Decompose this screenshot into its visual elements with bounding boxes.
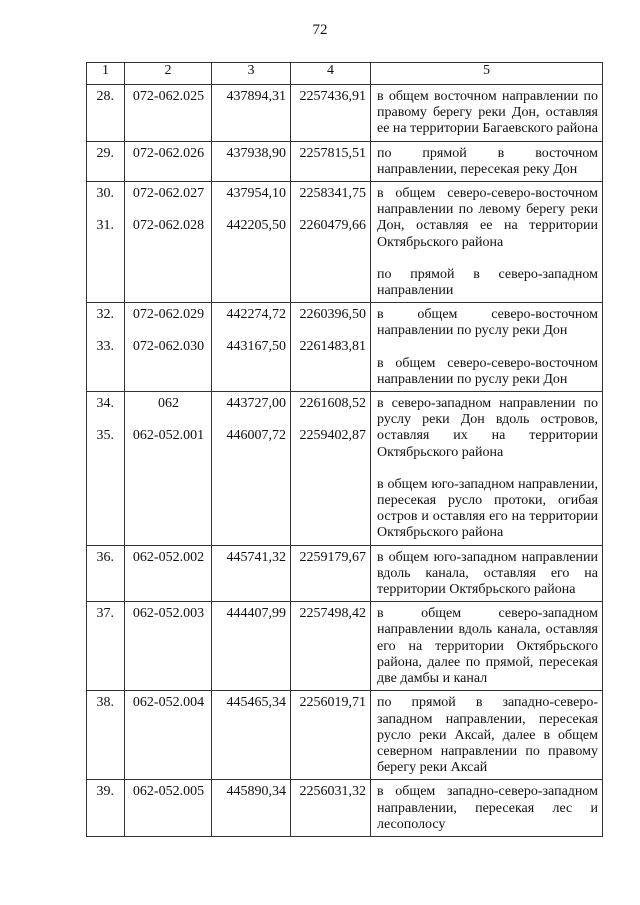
table-row: [87, 141, 603, 181]
coordinate-y: 2256019,71: [299, 695, 366, 711]
coordinate-x: 443167,50: [226, 339, 286, 355]
point-code: 062-052.005: [132, 784, 205, 800]
point-number-cell: [87, 303, 125, 392]
coordinate-x: 437938,90: [226, 145, 286, 161]
table-header-row: [87, 63, 603, 85]
boundary-description-cell: [371, 780, 603, 837]
boundary-description-cell: [371, 545, 603, 602]
point-code-cell: [125, 85, 212, 142]
boundary-description: в общем западно-северо-западном направлении, пересекая лес и лесополосу: [377, 784, 598, 832]
coordinate-x: 442205,50: [226, 218, 286, 234]
coordinate-y: 2257815,51: [299, 145, 366, 161]
boundary-description-cell: [371, 182, 603, 303]
point-code: 062-052.004: [132, 695, 205, 711]
coordinate-y: 2259179,67: [299, 549, 366, 565]
point-number: 30.: [96, 186, 114, 202]
table-row: [87, 602, 603, 691]
point-number: 28.: [96, 89, 114, 104]
boundary-description: по прямой в северо-западном направлении: [377, 266, 598, 299]
point-number: 38.: [96, 695, 114, 711]
page-number: 72: [312, 22, 328, 38]
point-number-cell: [87, 602, 125, 691]
point-code: 062-052.002: [132, 549, 205, 565]
point-number-cell: [87, 182, 125, 303]
coordinate-x-cell: [212, 545, 291, 602]
coordinate-x: 442274,72: [226, 307, 286, 323]
coordinate-y-cell: [291, 182, 371, 303]
coordinate-x: 443727,00: [226, 396, 286, 412]
coordinate-x-cell: [212, 602, 291, 691]
header-cell: 5: [371, 63, 603, 85]
table-row: [87, 691, 603, 780]
coordinate-x: 445465,34: [226, 695, 286, 711]
coordinate-x: 446007,72: [226, 428, 286, 444]
coordinate-x-cell: [212, 691, 291, 780]
coordinate-y: 2260396,50: [299, 307, 366, 323]
table-row: [87, 182, 603, 303]
coordinate-y-cell: [291, 780, 371, 837]
point-number: 33.: [96, 339, 114, 355]
coordinate-y: 2260479,66: [299, 218, 366, 234]
point-number-cell: [87, 691, 125, 780]
point-code: 062: [158, 396, 179, 412]
point-code: 072-062.025: [132, 89, 205, 104]
coordinate-y-cell: [291, 545, 371, 602]
coordinate-y: 2261608,52: [299, 396, 366, 412]
boundary-description: в общем северо-восточном направлении по руслу реки Дон: [377, 307, 598, 339]
point-code: 062-052.003: [132, 606, 205, 622]
coordinate-x-cell: [212, 141, 291, 181]
boundary-description: по прямой в восточном направлении, пересекая реку Дон: [377, 145, 598, 177]
point-number-cell: [87, 780, 125, 837]
boundary-description: в общем северо-северо-восточном направлении по руслу реки Дон: [377, 355, 598, 387]
coordinate-y: 2261483,81: [299, 339, 366, 355]
coordinate-x: 444407,99: [226, 606, 286, 622]
coordinate-y-cell: [291, 691, 371, 780]
point-code-cell: [125, 303, 212, 392]
header-cell: 2: [125, 63, 212, 85]
point-number: 34.: [96, 396, 114, 412]
coordinate-x: 445890,34: [226, 784, 286, 800]
coordinate-y-cell: [291, 141, 371, 181]
coordinate-x-cell: [212, 303, 291, 392]
point-number-cell: [87, 141, 125, 181]
point-code-cell: [125, 691, 212, 780]
point-code-cell: [125, 141, 212, 181]
coordinate-y-cell: [291, 85, 371, 142]
header-cell: 1: [87, 63, 125, 85]
point-number: 35.: [96, 428, 114, 444]
boundary-description-cell: [371, 392, 603, 546]
point-number: 32.: [96, 307, 114, 323]
boundary-description: по прямой в западно-северо-западном направлении, пересекая русло реки Аксай, далее в общем северном направлении по правому берегу реки Аксай: [377, 695, 598, 776]
point-code: 072-062.029: [132, 307, 205, 323]
point-code: 072-062.026: [132, 145, 205, 161]
point-number-cell: [87, 392, 125, 546]
boundary-description: в общем северо-западном направлении вдоль канала, оставляя его на территории Октябрьского района, далее по прямой, пересекая две дамбы и канал: [377, 606, 598, 687]
boundary-description: в общем восточном направлении по правому берегу реки Дон, оставляя ее на территории Багаевского района: [377, 89, 598, 137]
boundary-description-cell: [371, 303, 603, 392]
point-code-cell: [125, 392, 212, 546]
coordinate-x: 437894,31: [226, 89, 286, 104]
coordinate-y: 2257498,42: [299, 606, 366, 622]
coordinate-y: 2259402,87: [299, 428, 366, 444]
coordinate-y: 2257436,91: [299, 89, 366, 104]
point-number: 37.: [96, 606, 114, 622]
boundary-description-cell: [371, 141, 603, 181]
table-row: [87, 392, 603, 546]
coordinate-y-cell: [291, 602, 371, 691]
point-number-cell: [87, 85, 125, 142]
coordinate-x-cell: [212, 392, 291, 546]
coordinate-x: 437954,10: [226, 186, 286, 202]
coordinate-y-cell: [291, 392, 371, 546]
table-row: [87, 545, 603, 602]
table-row: [87, 85, 603, 142]
boundary-points-table: [86, 62, 603, 837]
boundary-description: в северо-западном направлении по руслу реки Дон вдоль островов, оставляя их на территории Октябрьского района: [377, 396, 598, 460]
coordinate-x-cell: [212, 85, 291, 142]
point-number: 36.: [96, 549, 114, 565]
header-cell: 4: [291, 63, 371, 85]
point-number-cell: [87, 545, 125, 602]
point-number: 31.: [96, 218, 114, 234]
coordinate-x: 445741,32: [226, 549, 286, 565]
point-code: 072-062.028: [132, 218, 205, 234]
point-code-cell: [125, 182, 212, 303]
coordinate-x-cell: [212, 182, 291, 303]
table-row: [87, 780, 603, 837]
point-number: 29.: [96, 145, 114, 161]
boundary-description-cell: [371, 691, 603, 780]
boundary-description: в общем северо-северо-восточном направлении по левому берегу реки Дон, оставляя ее на территории Октябрьского района: [377, 186, 598, 250]
point-code: 062-052.001: [132, 428, 205, 444]
boundary-description: в общем юго-западном направлении вдоль канала, оставляя его на территории Октябрьского района: [377, 549, 598, 598]
point-code: 072-062.030: [132, 339, 205, 355]
point-code-cell: [125, 545, 212, 602]
coordinate-y: 2258341,75: [299, 186, 366, 202]
coordinate-y-cell: [291, 303, 371, 392]
coordinate-y: 2256031,32: [299, 784, 366, 800]
header-cell: 3: [212, 63, 291, 85]
coordinate-x-cell: [212, 780, 291, 837]
point-number: 39.: [96, 784, 114, 800]
boundary-description-cell: [371, 602, 603, 691]
boundary-description-cell: [371, 85, 603, 142]
boundary-description: в общем юго-западном направлении, пересекая русло протоки, огибая остров и оставляя его на территории Октябрьского района: [377, 476, 598, 541]
point-code-cell: [125, 780, 212, 837]
point-code: 072-062.027: [132, 186, 205, 202]
point-code-cell: [125, 602, 212, 691]
table-row: [87, 303, 603, 392]
